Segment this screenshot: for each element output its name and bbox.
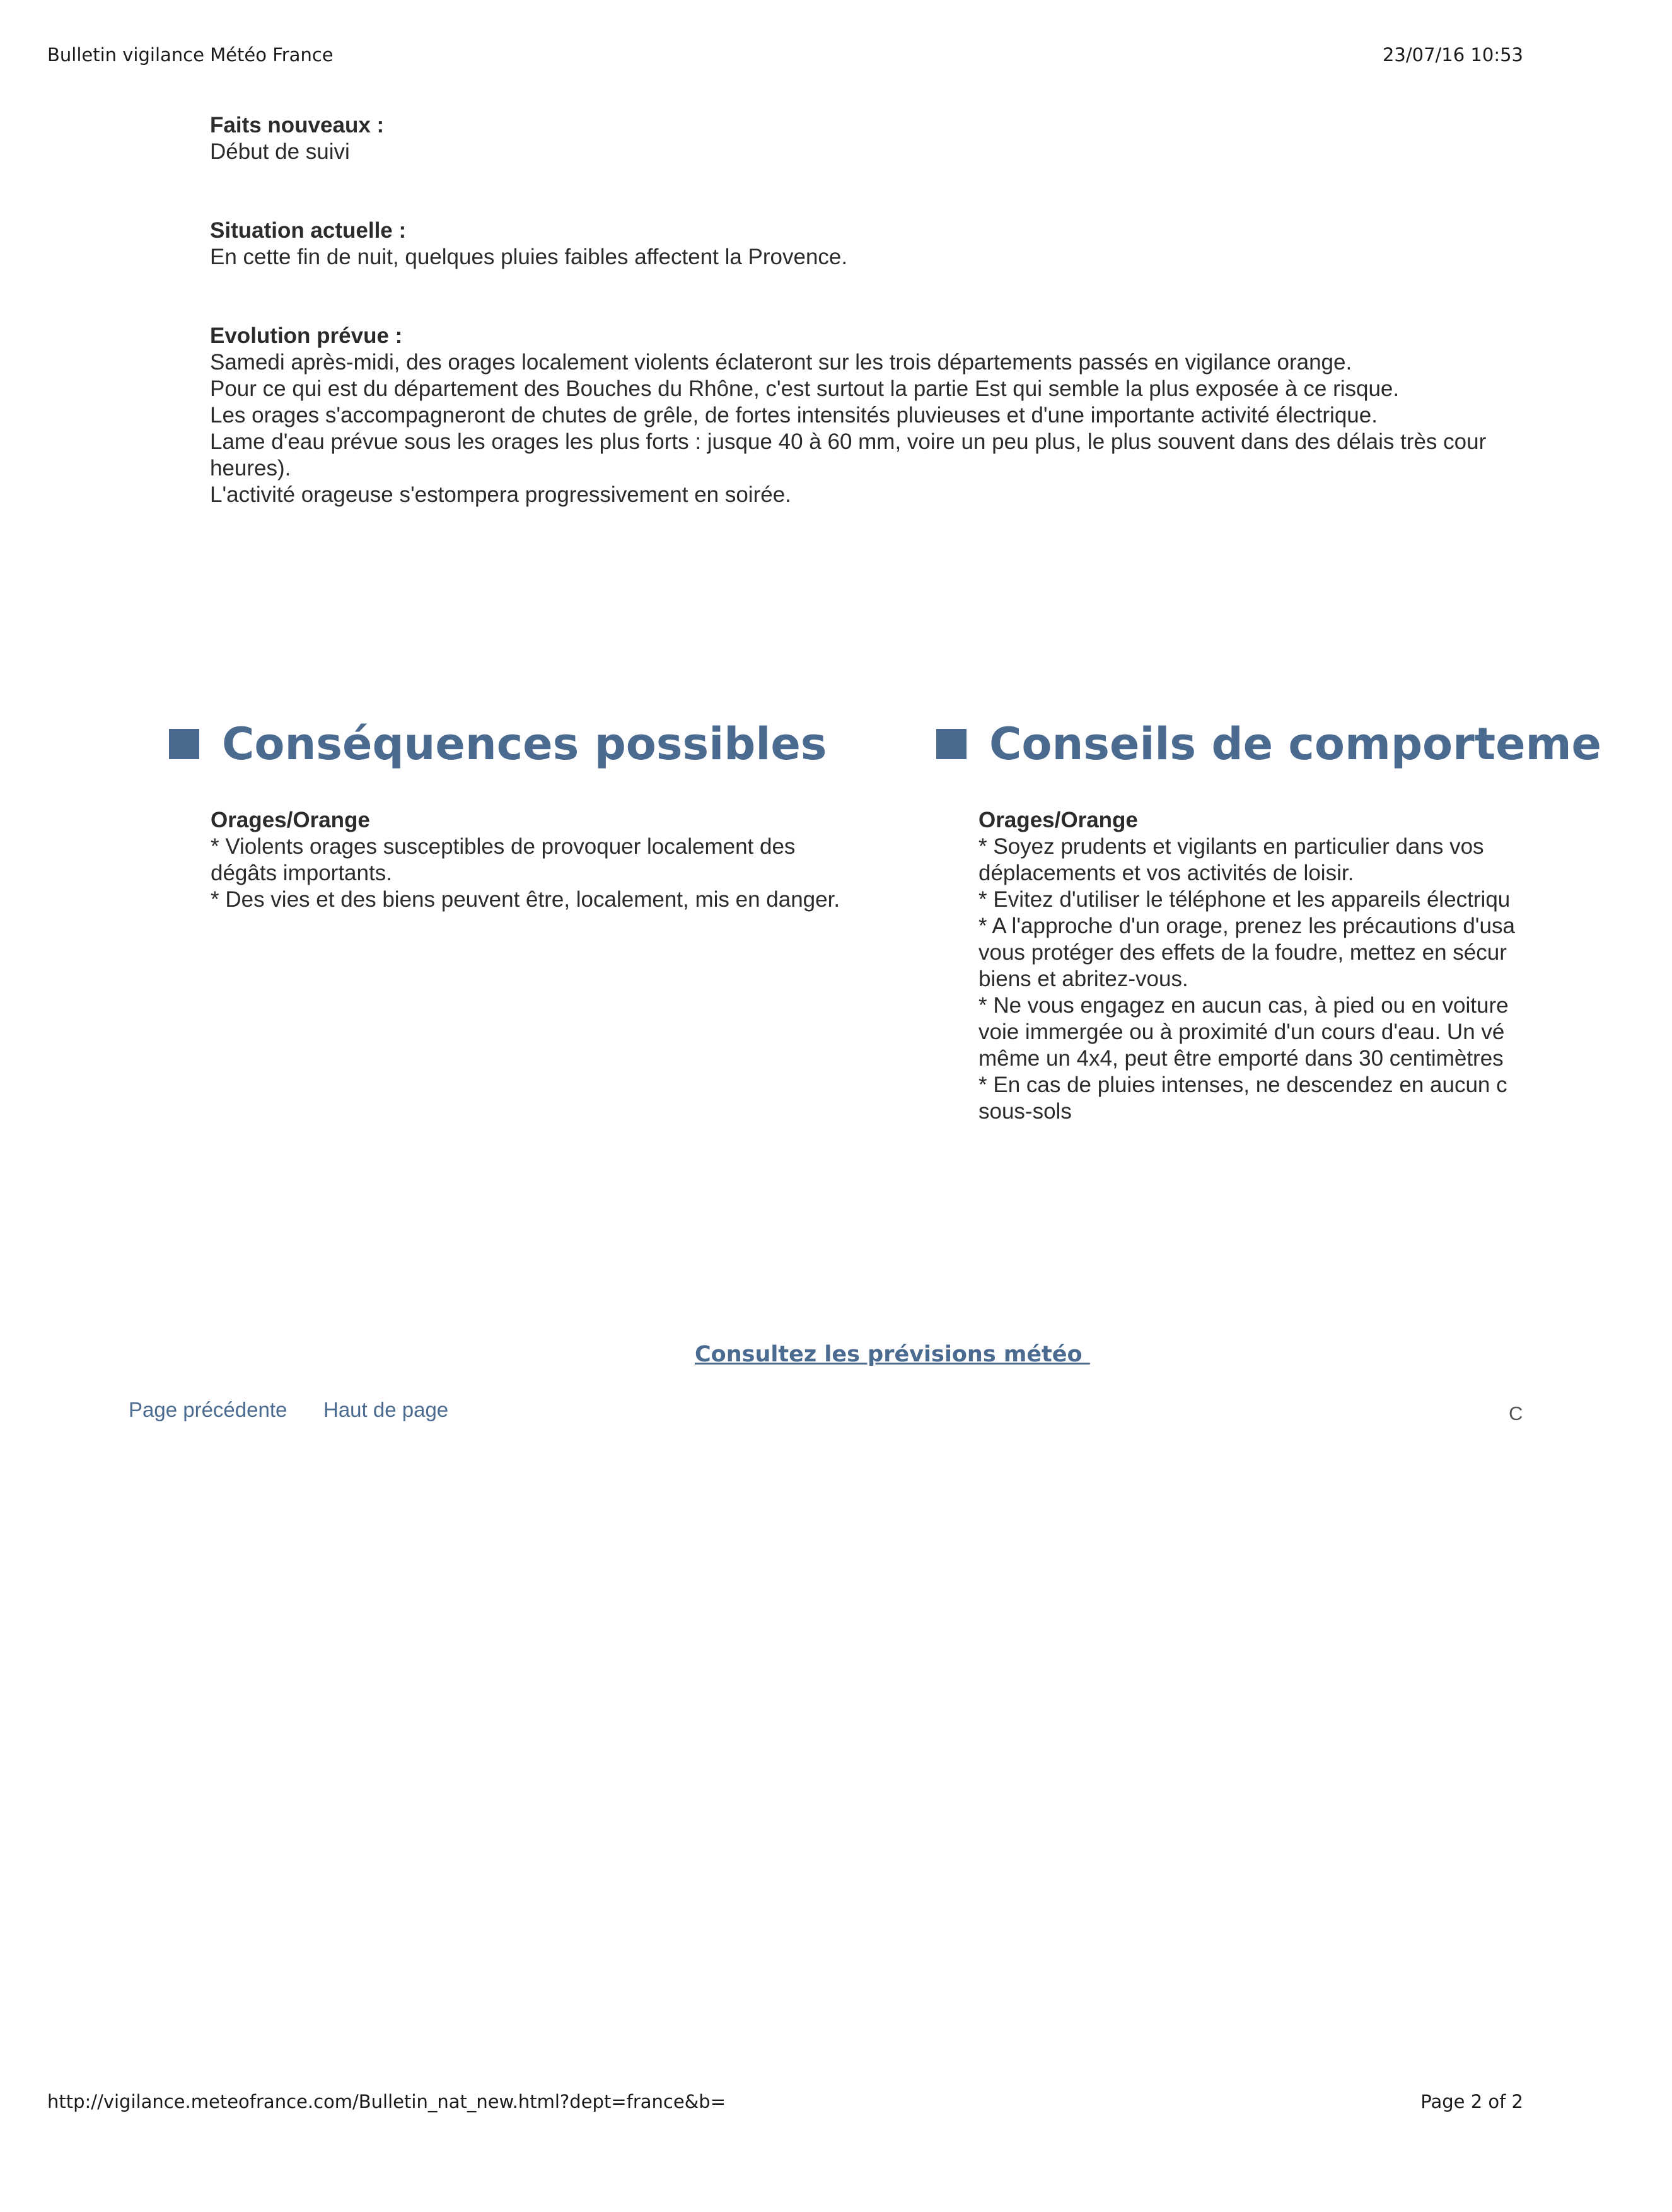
consequences-line: dégâts importants. <box>211 861 392 885</box>
situation-actuelle-heading: Situation actuelle : <box>210 218 407 243</box>
conseils-line: * Soyez prudents et vigilants en particulier dans vos <box>978 834 1484 859</box>
conseils-line: sous-sols <box>978 1099 1072 1124</box>
print-header-datetime: 23/07/16 10:53 <box>1382 44 1523 66</box>
conseils-line: biens et abritez-vous. <box>978 967 1188 991</box>
conseils-line: * Evitez d'utiliser le téléphone et les appareils électriqu <box>978 887 1511 912</box>
situation-actuelle-line: En cette fin de nuit, quelques pluies faibles affectent la Provence. <box>210 245 848 269</box>
conseils-line: voie immergée ou à proximité d'un cours d'eau. Un vé <box>978 1020 1505 1044</box>
evolution-prevue-line: Samedi après-midi, des orages localement violents éclateront sur les trois départements passés en vigilance orange. <box>210 350 1352 375</box>
top-of-page-link[interactable]: Haut de page <box>323 1398 449 1421</box>
print-header-title: Bulletin vigilance Météo France <box>47 44 334 66</box>
conseils-line: déplacements et vos activités de loisir. <box>978 861 1354 885</box>
evolution-prevue-heading: Evolution prévue : <box>210 323 403 348</box>
conseils-line: même un 4x4, peut être emporté dans 30 centimètres <box>978 1046 1504 1071</box>
evolution-prevue-line: Pour ce qui est du département des Bouches du Rhône, c'est surtout la partie Est qui semble la plus exposée à ce risque. <box>210 376 1400 401</box>
evolution-prevue-line: L'activité orageuse s'estompera progressivement en soirée. <box>210 482 791 507</box>
conseils-title: Conseils de comporteme <box>989 718 1602 770</box>
print-footer-page-number: Page 2 of 2 <box>1420 2091 1523 2112</box>
conseils-header <box>936 713 1601 776</box>
consequences-line: * Violents orages susceptibles de provoquer localement des <box>211 834 796 859</box>
evolution-prevue-line: Les orages s'accompagneront de chutes de grêle, de fortes intensités pluvieuses et d'une importante activité électrique. <box>210 403 1378 428</box>
previous-page-link[interactable]: Page précédente <box>129 1398 287 1421</box>
consequences-body <box>211 807 904 913</box>
square-bullet-icon <box>169 729 199 759</box>
faits-nouveaux-line: Début de suivi <box>210 139 350 164</box>
conseils-subheading: Orages/Orange <box>978 808 1138 832</box>
conseils-line: vous protéger des effets de la foudre, mettez en sécur <box>978 940 1507 965</box>
faits-nouveaux-section <box>210 112 1597 165</box>
consequences-header <box>169 713 827 776</box>
conseils-line: * En cas de pluies intenses, ne descendez en aucun c <box>978 1073 1507 1097</box>
consequences-title: Conséquences possibles <box>222 718 827 770</box>
evolution-prevue-section <box>210 323 1597 508</box>
evolution-prevue-line: Lame d'eau prévue sous les orages les plus forts : jusque 40 à 60 mm, voire un peu plus, le plus souvent dans des délais très cour <box>210 429 1487 454</box>
consequences-line: * Des vies et des biens peuvent être, localement, mis en danger. <box>211 887 840 912</box>
conseils-line: * A l'approche d'un orage, prenez les précautions d'usa <box>978 914 1515 938</box>
square-bullet-icon <box>936 729 967 759</box>
conseils-body <box>978 807 1672 1125</box>
situation-actuelle-section <box>210 218 1597 271</box>
evolution-prevue-line: heures). <box>210 456 291 480</box>
print-footer-url: http://vigilance.meteofrance.com/Bulletin_nat_new.html?dept=france&b= <box>47 2091 726 2112</box>
faits-nouveaux-heading: Faits nouveaux : <box>210 113 385 137</box>
conseils-line: * Ne vous engagez en aucun cas, à pied ou en voiture <box>978 993 1509 1018</box>
forecast-link[interactable]: Consultez les prévisions météo <box>695 1342 1090 1367</box>
consequences-subheading: Orages/Orange <box>211 808 370 832</box>
truncated-link[interactable]: C <box>1509 1402 1523 1424</box>
